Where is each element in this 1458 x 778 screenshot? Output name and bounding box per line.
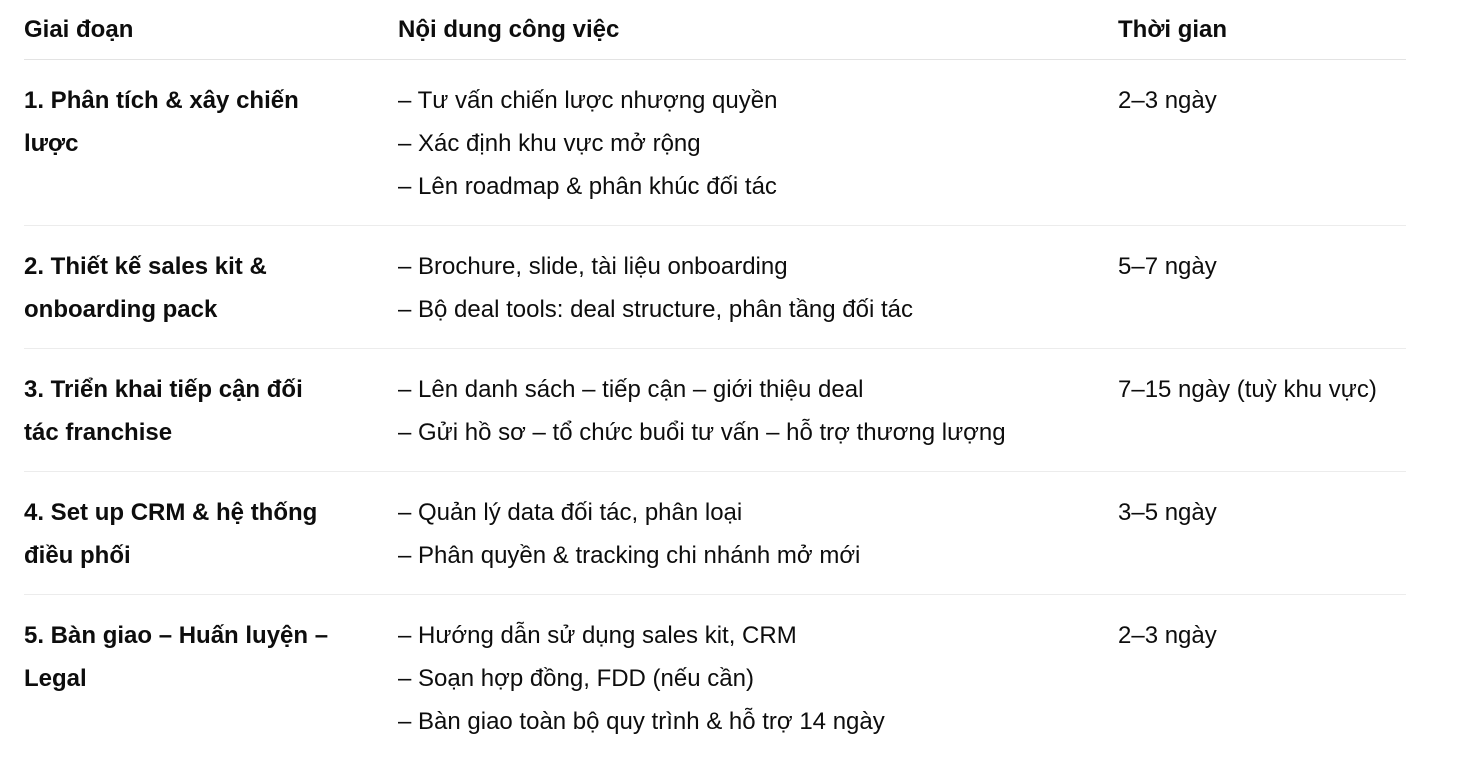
table-row [24, 60, 1406, 226]
task-item: – Soạn hợp đồng, FDD (nếu cần) [398, 665, 754, 692]
header-time: Thời gian [1118, 0, 1406, 60]
stage-label: 4. Set up CRM & hệ thống điều phối [24, 499, 318, 569]
task-item: – Phân quyền & tracking chi nhánh mở mới [398, 542, 861, 569]
table-row [24, 349, 1406, 472]
time-cell [1118, 595, 1406, 761]
task-list [398, 60, 1118, 225]
task-list [398, 595, 1118, 760]
stage-label: 1. Phân tích & xây chiến lược [24, 87, 299, 157]
header-tasks: Nội dung công việc [398, 0, 1118, 60]
stage-cell [24, 595, 398, 761]
timeline-table-container [24, 0, 1406, 760]
header-row [24, 0, 1406, 60]
table-row [24, 226, 1406, 349]
time-label: 7–15 ngày (tuỳ khu vực) [1118, 376, 1377, 403]
table-row [24, 472, 1406, 595]
time-label: 5–7 ngày [1118, 253, 1217, 280]
task-list [398, 226, 1118, 348]
header-stage: Giai đoạn [24, 0, 398, 60]
tasks-cell [398, 226, 1118, 349]
task-item: – Lên roadmap & phân khúc đối tác [398, 173, 777, 200]
table-header [24, 0, 1406, 60]
task-item: – Bộ deal tools: deal structure, phân tầng đối tác [398, 296, 914, 323]
task-item: – Tư vấn chiến lược nhượng quyền [398, 87, 778, 114]
time-cell [1118, 472, 1406, 595]
task-item: – Quản lý data đối tác, phân loại [398, 499, 743, 526]
stage-cell [24, 226, 398, 349]
task-item: – Brochure, slide, tài liệu onboarding [398, 253, 788, 280]
stage-cell [24, 472, 398, 595]
time-cell [1118, 349, 1406, 472]
time-label: 2–3 ngày [1118, 87, 1217, 114]
time-label: 3–5 ngày [1118, 499, 1217, 526]
table-row [24, 595, 1406, 761]
stage-label: 2. Thiết kế sales kit & onboarding pack [24, 253, 267, 323]
time-label: 2–3 ngày [1118, 622, 1217, 649]
stage-cell [24, 349, 398, 472]
task-item: – Gửi hồ sơ – tổ chức buổi tư vấn – hỗ trợ thương lượng [398, 419, 1006, 446]
stage-label: 3. Triển khai tiếp cận đối tác franchise [24, 376, 303, 446]
task-item: – Lên danh sách – tiếp cận – giới thiệu deal [398, 376, 864, 403]
tasks-cell [398, 60, 1118, 226]
table-body [24, 60, 1406, 761]
stage-label: 5. Bàn giao – Huấn luyện – Legal [24, 622, 329, 692]
time-cell [1118, 60, 1406, 226]
tasks-cell [398, 595, 1118, 761]
task-list [398, 349, 1118, 471]
task-list [398, 472, 1118, 594]
timeline-table [24, 0, 1406, 760]
tasks-cell [398, 472, 1118, 595]
task-item: – Hướng dẫn sử dụng sales kit, CRM [398, 622, 797, 649]
task-item: – Bàn giao toàn bộ quy trình & hỗ trợ 14 ngày [398, 708, 885, 735]
time-cell [1118, 226, 1406, 349]
stage-cell [24, 60, 398, 226]
task-item: – Xác định khu vực mở rộng [398, 130, 701, 157]
tasks-cell [398, 349, 1118, 472]
